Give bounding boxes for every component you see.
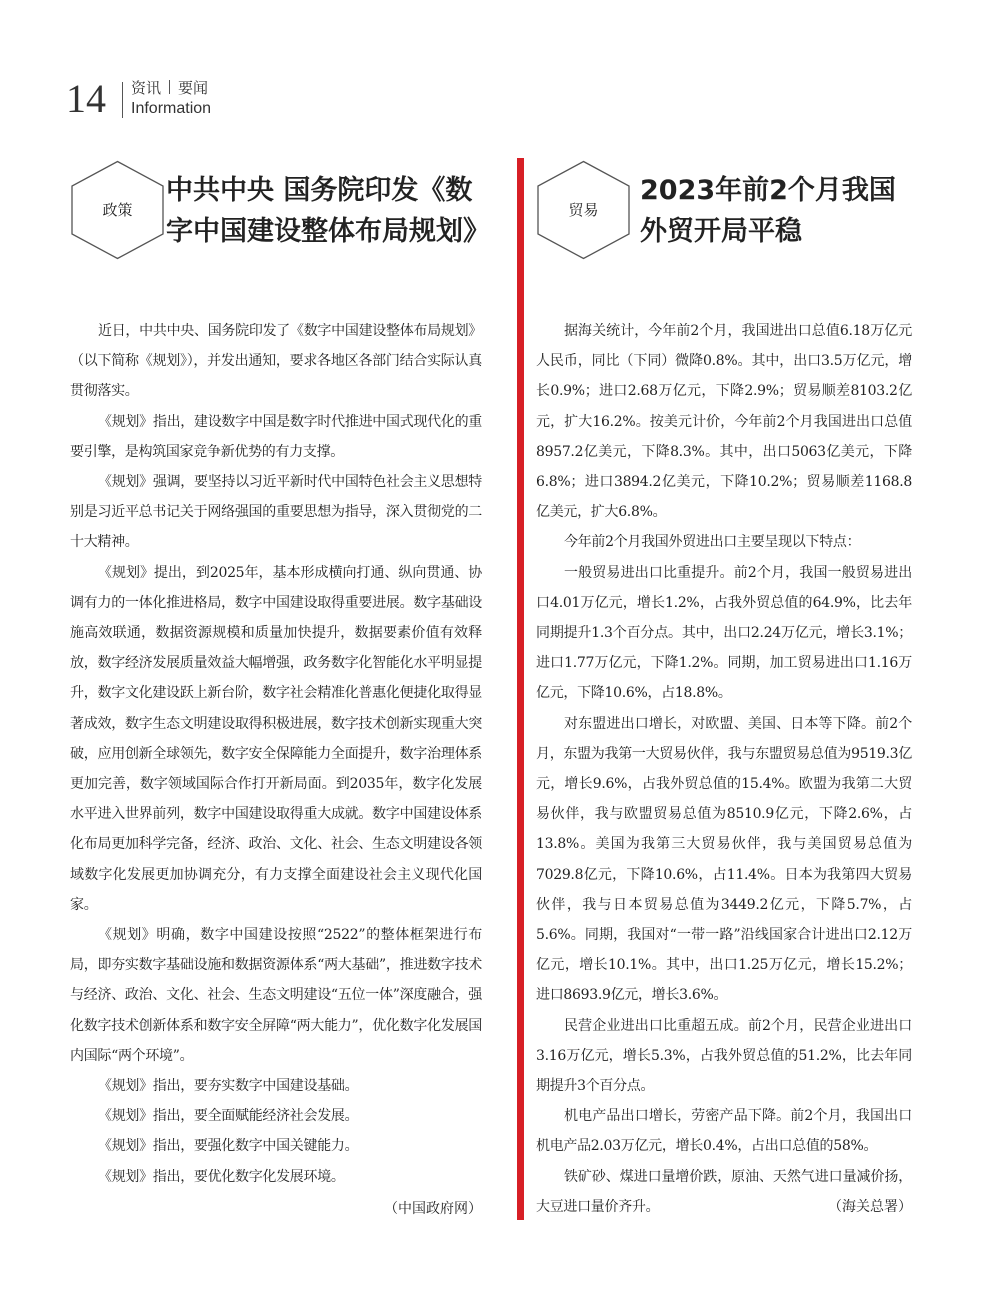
article-tag: 贸易 <box>568 201 599 219</box>
paragraph: 对东盟进出口增长，对欧盟、美国、日本等下降。前2个月，东盟为我第一大贸易伙伴，我与东盟贸易总值为9519.3亿元，增长9.6%，占我外贸总值的15.4%。欧盟为我第二大贸易伙伴，我与欧盟贸易总值为8510.9亿元，下降2.6%，占13.8%。美国为我第三大贸易伙伴，我与美国贸易总值为7029.8亿元，下降10.6%，占11.4%。日本为我第四大贸易伙伴，我与日本贸易总值为3449.2亿元，下降5.7%，占5.6%。同期，我国对“一带一路”沿线国家合计进出口2.12万亿元，增长10.1%。其中，出口1.25万亿元，增长15.2%；进口8693.9亿元，增长3.6%。 <box>536 715 912 1004</box>
article-tag: 政策 <box>102 201 133 219</box>
paragraph: 民营企业进出口比重超五成。前2个月，民营企业进出口3.16万亿元，增长5.3%，占我外贸总值的51.2%，比去年同期提升3个百分点。 <box>536 1017 912 1095</box>
category-label: 资讯 <box>131 79 162 97</box>
paragraph: 《规划》明确，数字中国建设按照“2522”的整体框架进行布局，即夯实数字基础设施和数据资源体系“两大基础”，推进数字技术与经济、政治、文化、社会、生态文明建设“五位一体”深度融合，强化数字技术创新体系和数字安全屏障“两大能力”，优化数字化发展国内国际“两个环境”。 <box>70 927 482 1064</box>
article-body <box>536 316 912 1222</box>
section-category <box>131 78 208 98</box>
paragraph: 机电产品出口增长，劳密产品下降。前2个月，我国出口机电产品2.03万亿元，增长0.4%，占出口总值的58%。 <box>536 1108 912 1155</box>
paragraph: 《规划》指出，要全面赋能经济社会发展。 <box>98 1108 359 1125</box>
paragraph: 《规划》提出，到2025年，基本形成横向打通、纵向贯通、协调有力的一体化推进格局，数字中国建设取得重要进展。数字基础设施高效联通，数据资源规模和质量加快提升，数据要素价值有效释放，数字经济发展质量效益大幅增强，政务数字化智能化水平明显提升，数字文化建设跃上新台阶，数字社会精准化普惠化便捷化取得显著成效，数字生态文明建设取得积极进展，数字技术创新实现重大突破，应用创新全球领先，数字安全保障能力全面提升，数字治理体系更加完善，数字领域国际合作打开新局面。到2035年，数字化发展水平进入世界前列，数字中国建设取得重大成就。数字中国建设体系化布局更加科学完备，经济、政治、文化、社会、生态文明建设各领域数字化发展更加协调充分，有力支撑全面建设社会主义现代化国家。 <box>70 564 482 913</box>
subcategory-label: 要闻 <box>178 79 209 97</box>
paragraph: 《规划》指出，要优化数字化发展环境。 <box>98 1168 345 1185</box>
category-divider <box>169 80 170 94</box>
paragraph: 《规划》指出，建设数字中国是数字时代推进中国式现代化的重要引擎，是构筑国家竞争新优势的有力支撑。 <box>70 413 482 460</box>
paragraph: 一般贸易进出口比重提升。前2个月，我国一般贸易进出口4.01万亿元，增长1.2%，占我外贸总值的64.9%，比去年同期提升1.3个百分点。其中，出口2.24万亿元，增长3.1%；进口1.77万亿元，下降1.2%。同期，加工贸易进出口1.16万亿元，下降10.6%，占18.8%。 <box>536 564 912 702</box>
tag-hexagon <box>70 160 165 260</box>
section-category-en: Information <box>131 100 212 117</box>
article-title: 2023年前2个月我国外贸开局平稳 <box>640 175 896 247</box>
article-body <box>70 316 482 1224</box>
column-divider <box>517 158 524 1220</box>
paragraph: 《规划》指出，要强化数字中国关键能力。 <box>98 1138 359 1155</box>
article-source: （海关总署） <box>828 1199 912 1216</box>
tag-hexagon <box>536 160 631 260</box>
paragraph: 《规划》强调，要坚持以习近平新时代中国特色社会主义思想特别是习近平总书记关于网络强国的重要思想为指导，深入贯彻党的二十大精神。 <box>70 474 482 551</box>
page-number: 14 <box>66 76 106 121</box>
header-divider <box>122 82 123 118</box>
article-source: （中国政府网） <box>384 1200 482 1217</box>
paragraph: 今年前2个月我国外贸进出口主要呈现以下特点： <box>564 534 861 551</box>
paragraph: 近日，中共中央、国务院印发了《数字中国建设整体布局规划》（以下简称《规划》），并发出通知，要求各地区各部门结合实际认真贯彻落实。 <box>70 323 482 400</box>
paragraph: 据海关统计，今年前2个月，我国进出口总值6.18万亿元人民币，同比（下同）微降0.8%。其中，出口3.5万亿元，增长0.9%；进口2.68万亿元，下降2.9%；贸易顺差8103.2亿元，扩大16.2%。按美元计价，今年前2个月我国进出口总值8957.2亿美元，下降8.3%。其中，出口5063亿美元，下降6.8%；进口3894.2亿美元，下降10.2%；贸易顺差1168.8亿美元，扩大6.8%。 <box>536 323 912 521</box>
article-title: 中共中央 国务院印发《数字中国建设整体布局规划》 <box>166 175 490 247</box>
paragraph: 《规划》指出，要夯实数字中国建设基础。 <box>98 1078 359 1095</box>
paragraph: 铁矿砂、煤进口量增价跌，原油、天然气进口量减价扬，大豆进口量价齐升。 <box>536 1168 912 1215</box>
